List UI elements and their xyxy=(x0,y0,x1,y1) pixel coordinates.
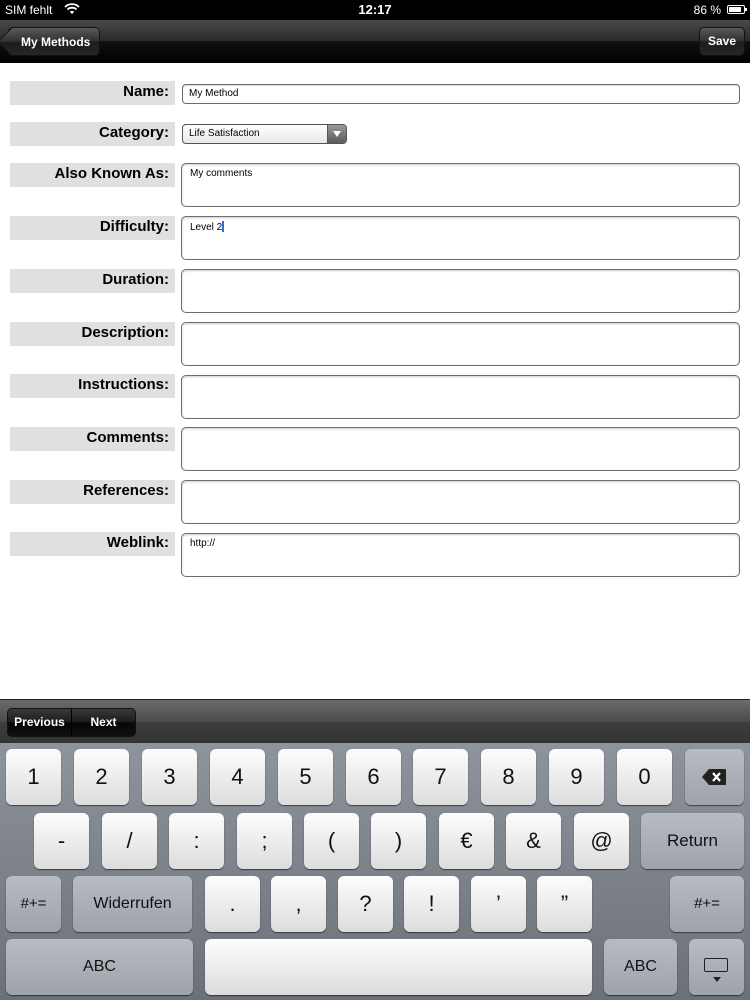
hide-keyboard-key[interactable] xyxy=(689,939,744,995)
battery-icon xyxy=(727,5,745,14)
abc-key-right[interactable]: ABC xyxy=(604,939,677,995)
key-euro[interactable]: € xyxy=(439,813,494,869)
navigation-bar xyxy=(0,20,750,63)
key-colon[interactable]: : xyxy=(169,813,224,869)
key-0[interactable]: 0 xyxy=(617,749,672,805)
comments-input[interactable] xyxy=(181,427,740,471)
key-hyphen[interactable]: - xyxy=(34,813,89,869)
delete-key[interactable] xyxy=(685,749,744,805)
key-at[interactable]: @ xyxy=(574,813,629,869)
instructions-input[interactable] xyxy=(181,375,740,419)
key-1[interactable]: 1 xyxy=(6,749,61,805)
key-open-paren[interactable]: ( xyxy=(304,813,359,869)
references-label: References: xyxy=(10,480,175,504)
save-button[interactable]: Save xyxy=(699,27,745,56)
comments-label: Comments: xyxy=(10,427,175,451)
previous-button[interactable]: Previous xyxy=(8,709,72,736)
weblink-label: Weblink: xyxy=(10,532,175,556)
references-input[interactable] xyxy=(181,480,740,524)
backspace-icon xyxy=(701,768,727,786)
key-apostrophe[interactable]: ’ xyxy=(471,876,526,932)
status-bar xyxy=(0,0,750,20)
name-input[interactable]: My Method xyxy=(182,84,740,104)
key-comma[interactable]: , xyxy=(271,876,326,932)
return-key[interactable]: Return xyxy=(641,813,744,869)
carrier-label: SIM fehlt xyxy=(5,3,53,17)
key-quote[interactable]: ” xyxy=(537,876,592,932)
key-exclamation[interactable]: ! xyxy=(404,876,459,932)
name-label: Name: xyxy=(10,81,175,105)
space-key[interactable] xyxy=(205,939,592,995)
category-select[interactable] xyxy=(182,124,347,144)
key-ampersand[interactable]: & xyxy=(506,813,561,869)
key-9[interactable]: 9 xyxy=(549,749,604,805)
key-8[interactable]: 8 xyxy=(481,749,536,805)
symbols-key-left[interactable]: #+= xyxy=(6,876,61,932)
instructions-label: Instructions: xyxy=(10,374,175,398)
key-7[interactable]: 7 xyxy=(413,749,468,805)
key-6[interactable]: 6 xyxy=(346,749,401,805)
dropdown-arrow-icon xyxy=(327,125,346,143)
abc-key-left[interactable]: ABC xyxy=(6,939,193,995)
back-button[interactable] xyxy=(8,27,100,56)
difficulty-value: Level 2 xyxy=(190,222,223,233)
key-slash[interactable]: / xyxy=(102,813,157,869)
difficulty-label: Difficulty: xyxy=(10,216,175,240)
also-known-as-label: Also Known As: xyxy=(10,163,175,187)
key-semicolon[interactable]: ; xyxy=(237,813,292,869)
text-cursor xyxy=(222,221,224,232)
also-known-as-input[interactable]: My comments xyxy=(181,163,740,207)
back-button-label: My Methods xyxy=(21,35,91,49)
keyboard-hide-icon xyxy=(704,958,728,972)
difficulty-input[interactable] xyxy=(181,216,740,260)
key-2[interactable]: 2 xyxy=(74,749,129,805)
key-3[interactable]: 3 xyxy=(142,749,197,805)
key-period[interactable]: . xyxy=(205,876,260,932)
next-button[interactable]: Next xyxy=(90,715,117,729)
description-label: Description: xyxy=(10,322,175,346)
key-5[interactable]: 5 xyxy=(278,749,333,805)
clock: 12:17 xyxy=(358,2,392,17)
numeric-keyboard xyxy=(0,743,750,1000)
duration-input[interactable] xyxy=(181,269,740,313)
key-question[interactable]: ? xyxy=(338,876,393,932)
undo-key[interactable]: Widerrufen xyxy=(73,876,192,932)
category-value: Life Satisfaction xyxy=(189,128,260,139)
category-label: Category: xyxy=(10,122,175,146)
symbols-key-right[interactable]: #+= xyxy=(670,876,744,932)
key-4[interactable]: 4 xyxy=(210,749,265,805)
duration-label: Duration: xyxy=(10,269,175,293)
key-close-paren[interactable]: ) xyxy=(371,813,426,869)
weblink-input[interactable]: http:// xyxy=(181,533,740,577)
battery-percent: 86 % xyxy=(693,3,721,17)
prev-next-control xyxy=(7,708,136,737)
keyboard-toolbar xyxy=(0,699,750,744)
description-input[interactable] xyxy=(181,322,740,366)
